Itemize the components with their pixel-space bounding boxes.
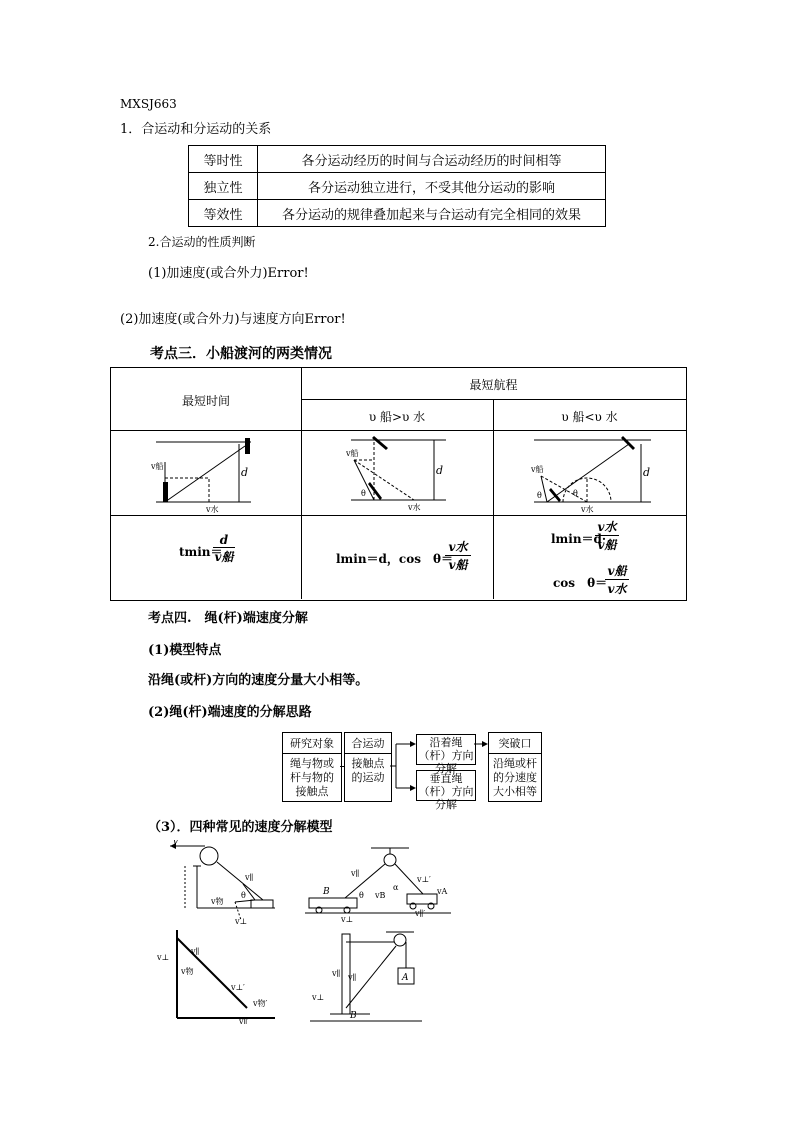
fraction <box>445 538 471 573</box>
label-vB: vB <box>375 891 386 900</box>
boat-table <box>110 367 687 601</box>
model-diagram-pole-pulley <box>310 928 425 1024</box>
flow-box-breakthrough <box>488 732 542 802</box>
boat-diagram-min-time <box>151 434 261 514</box>
numerator: v水 <box>595 518 619 536</box>
flow-box-body: 沿绳或杆的分速度大小相等 <box>493 757 537 798</box>
label-A: A <box>402 973 409 983</box>
flow-box-body: 接触点的运动 <box>351 757 385 784</box>
section2-title: 2.合运动的性质判断 <box>148 235 256 249</box>
label-theta: θ <box>359 891 364 900</box>
formula-min-path-2: lmin＝d· <box>551 532 607 546</box>
label-v-water: v水 <box>408 503 421 512</box>
subheader-fast-boat: υ 船>υ 水 <box>368 410 426 424</box>
section4-sub1: (1)模型特点 <box>148 643 222 658</box>
model-diagram-pulley-cliff <box>165 840 285 928</box>
section2-item1: (1)加速度(或合外力)Error! <box>148 266 309 281</box>
formula-min-time: tmin＝ <box>179 545 223 559</box>
section1-title: 1．合运动和分运动的关系 <box>120 122 272 137</box>
label-d: d <box>241 466 249 479</box>
label-v-perp-p: v⊥′ <box>231 983 245 992</box>
label-theta: θ <box>361 489 366 498</box>
label-d: d <box>436 464 444 477</box>
row-desc: 各分运动的规律叠加起来与合运动有完全相同的效果 <box>258 200 606 227</box>
table-row <box>189 173 606 200</box>
flow-box-resultant-motion <box>344 732 392 802</box>
label-v-parallel-p: v∥′ <box>239 1017 250 1024</box>
fraction <box>595 518 619 553</box>
label-B: B <box>323 887 330 897</box>
numerator: d <box>213 533 235 548</box>
model-diagram-sliding-rod <box>155 928 280 1024</box>
label-v-perp: v⊥ <box>235 917 248 926</box>
label-v-perp: v⊥ <box>157 953 170 962</box>
boat-diagram-fast-boat <box>346 434 456 514</box>
label-v-water: v水 <box>581 505 594 514</box>
label-v-boat: v船 <box>346 449 359 458</box>
section3-title: 考点三．小船渡河的两类情况 <box>150 346 332 362</box>
flow-box-perp-rope: 垂直绳（杆）方向分解 <box>416 770 476 801</box>
header-code: MXSJ663 <box>120 97 177 111</box>
numerator: v水 <box>445 538 471 556</box>
label-v-parallel-p: v∥′ <box>415 909 426 918</box>
row-desc: 各分运动独立进行，不受其他分运动的影响 <box>258 173 606 200</box>
section4-sub3: （3）．四种常见的速度分解模型 <box>148 820 333 835</box>
label-theta: θ <box>537 491 542 500</box>
flow-box-research-object <box>282 732 342 802</box>
fraction <box>213 533 235 565</box>
label-v-parallel: v∥ <box>348 973 357 982</box>
label-v-perp-p: v⊥′ <box>417 875 431 884</box>
formula-min-path-1: lmin＝d，cos θ＝ <box>336 552 454 566</box>
section4-text1: 沿绳(或杆)方向的速度分量大小相等。 <box>148 673 369 688</box>
label-d: d <box>643 466 651 479</box>
row-name: 独立性 <box>189 173 258 200</box>
label-v-boat: v船 <box>531 465 544 474</box>
label-v: v <box>173 840 179 847</box>
row-desc: 各分运动经历的时间与合运动经历的时间相等 <box>258 146 606 173</box>
label-v-parallel: v∥ <box>245 873 254 882</box>
formula-cos: cos θ＝ <box>553 576 608 590</box>
relation-table <box>188 145 606 227</box>
section4-sub2: (2)绳(杆)端速度的分解思路 <box>148 705 312 720</box>
table-row <box>189 200 606 227</box>
label-theta: θ <box>241 891 246 900</box>
section2-item2: (2)加速度(或合外力)与速度方向Error! <box>120 312 346 327</box>
row-name: 等效性 <box>189 200 258 227</box>
model-diagram-two-carts <box>305 842 453 922</box>
label-v-object: v物 <box>181 967 194 976</box>
flow-arrows-split <box>390 732 416 800</box>
numerator: v船 <box>605 562 629 580</box>
label-v-water: v水 <box>206 505 219 514</box>
label-v-object-p: v物′ <box>253 999 268 1008</box>
label-theta: θ <box>573 489 578 498</box>
denominator: v船 <box>448 558 468 572</box>
table-row <box>189 146 606 173</box>
label-v-boat: v船 <box>151 462 164 471</box>
label-v-perp: v⊥ <box>341 915 354 922</box>
denominator: v水 <box>607 582 627 596</box>
header-shortest-path: 最短航程 <box>469 378 518 392</box>
flow-box-along-rope: 沿着绳（杆）方向分解 <box>416 734 476 765</box>
fraction <box>605 562 629 597</box>
flow-box-head: 研究对象 <box>283 733 341 754</box>
flow-box-body: 绳与物或杆与物的接触点 <box>290 757 334 798</box>
flow-arrow-right <box>474 732 488 752</box>
boat-diagram-slow-boat <box>529 434 657 514</box>
label-v-perp: v⊥ <box>312 993 325 1002</box>
flow-box-head: 合运动 <box>345 733 391 754</box>
header-shortest-time: 最短时间 <box>181 394 230 408</box>
label-v-parallel: v∥ <box>351 869 360 878</box>
label-vA: vA <box>437 887 448 896</box>
row-name: 等时性 <box>189 146 258 173</box>
label-alpha: α <box>393 883 399 892</box>
label-v-parallel: v∥ <box>191 947 200 956</box>
flow-box-head: 突破口 <box>489 733 541 754</box>
label-v-parallel: v∥ <box>332 969 341 978</box>
label-B: B <box>350 1011 357 1021</box>
section4-title: 考点四. 绳(杆)端速度分解 <box>148 611 308 626</box>
denominator: v船 <box>214 550 234 564</box>
subheader-slow-boat: υ 船<υ 水 <box>561 410 618 424</box>
label-v-object: v物 <box>211 897 224 906</box>
denominator: v船 <box>597 538 617 552</box>
